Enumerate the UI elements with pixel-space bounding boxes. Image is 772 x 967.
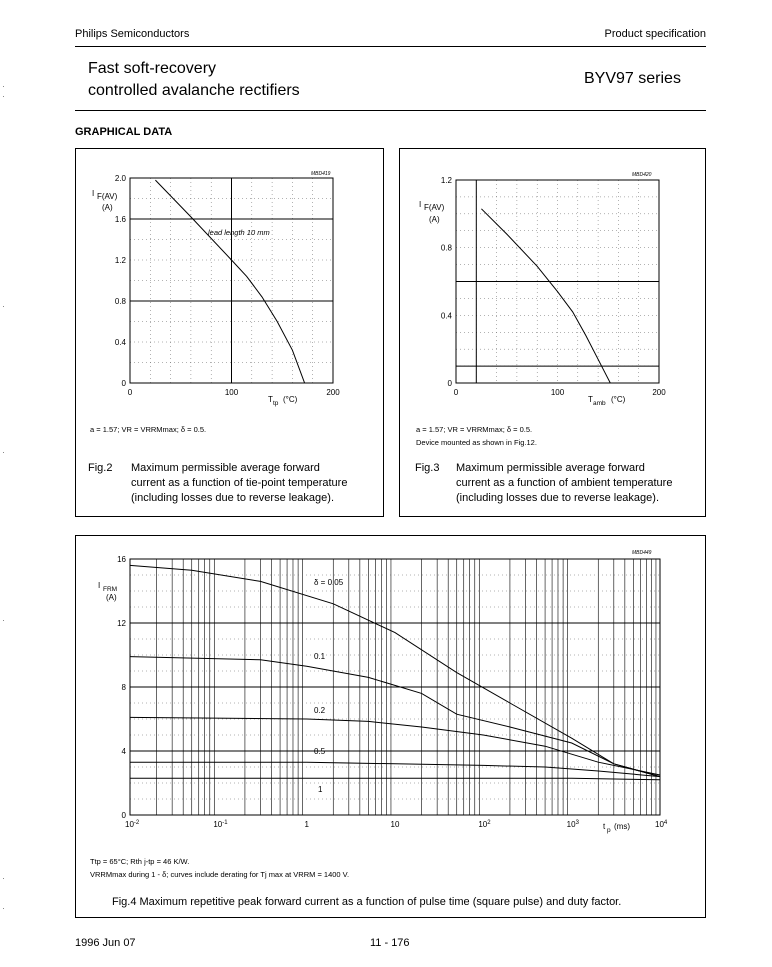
title-rule [75,110,706,111]
y-tick-label: 0.8 [114,297,126,306]
y-tick-label: 0.4 [114,338,126,347]
y-axis-label: I [98,581,101,590]
y-tick-label: 0.4 [440,311,452,321]
x-axis-label: tp [273,400,279,407]
doc-type: Product specification [604,28,706,40]
series-label: 0.5 [314,747,326,756]
y-tick-label: 12 [117,619,126,628]
y-axis-label: I [92,189,95,198]
y-axis-unit: (A) [429,215,440,224]
y-tick-label: 16 [117,555,126,564]
figure-code: MBD449 [632,550,652,556]
series-label: δ = 0.05 [314,578,344,587]
y-axis-label: I [419,200,422,209]
fig3-caption-number: Fig.3 [415,462,440,474]
title-line-1: Fast soft-recovery [88,60,217,77]
figure-code: MBD419 [311,171,331,177]
x-axis-label: t [603,822,606,831]
x-axis-label: T [268,395,273,404]
x-axis-unit: (°C) [283,395,298,404]
header-rule [75,46,706,47]
x-tick-label: $10^2$ [478,820,491,829]
x-axis-unit: (ms) [614,822,630,831]
x-axis-label: p [607,827,611,834]
y-tick-label: 0 [121,811,126,820]
x-axis-unit: (°C) [611,395,626,404]
footer-date: 1996 Jun 07 [75,937,136,949]
fig4-conditions-2: VRRMmax during 1 - δ; curves include derating for Tj max at VRRM = 1400 V. [90,870,350,879]
fig2-chart [76,149,383,409]
x-tick-label: $10^{-1}$ [213,820,228,829]
series-name: BYV97 series [584,70,681,87]
x-tick-label: $10^3$ [566,820,579,829]
y-tick-label: 1.2 [114,256,126,265]
series-label: 0.1 [314,652,326,661]
series-label: 1 [318,785,323,794]
figure-code: MBD420 [632,172,652,178]
fig2-caption-line: Maximum permissible average forward [131,462,320,474]
y-tick-label: 0 [121,379,126,388]
fig3-chart [400,149,705,409]
y-tick-label: 2.0 [114,174,126,183]
fig4-chart [76,536,705,836]
y-tick-label: 0.8 [440,243,452,253]
title-line-2: controlled avalanche rectifiers [88,82,300,99]
x-tick-label: 100 [550,388,565,397]
fig2-caption-line: (including losses due to reverse leakage). [131,492,335,504]
fig4-frame [75,535,706,918]
y-tick-label: 1.2 [440,176,452,185]
fig2-caption-number: Fig.2 [88,462,113,474]
fig3-conditions-2: Device mounted as shown in Fig.12. [416,438,537,447]
x-tick-label: 10 [390,820,400,829]
y-axis-label: FRM [103,586,118,593]
y-tick-label: 1.6 [114,215,126,224]
fig4-caption: Fig.4 Maximum repetitive peak forward current as a function of pulse time (square pulse) and duty factor. [112,896,622,908]
company-name: Philips Semiconductors [75,28,190,40]
fig3-caption-line: current as a function of ambient temperature [456,477,673,489]
fig2-frame [75,148,384,517]
series-annotation: lead length 10 mm [208,228,270,237]
x-tick-label: 0 [127,388,133,397]
x-tick-label: 1 [304,820,309,829]
series-curve [481,209,610,383]
y-tick-label: 0 [447,379,452,388]
x-tick-label: 200 [652,388,666,397]
x-tick-label: $10^4$ [655,820,668,829]
x-tick-label: 200 [326,388,340,397]
fig4-conditions: Ttp = 65°C; Rth j-tp = 46 K/W. [90,857,190,866]
fig3-caption-line: Maximum permissible average forward [456,462,645,474]
y-axis-unit: (A) [106,593,117,602]
fig3-caption-line: (including losses due to reverse leakage). [456,492,660,504]
fig3-conditions: a = 1.57; VR = VRRMmax; δ = 0.5. [416,425,533,434]
y-axis-label: F(AV) [97,192,118,201]
footer-page: 11 - 176 [370,937,410,949]
y-tick-label: 4 [121,747,126,756]
y-tick-label: 8 [121,683,126,692]
fig2-conditions: a = 1.57; VR = VRRMmax; δ = 0.5. [90,425,207,434]
x-axis-label: T [588,395,593,404]
x-tick-label: 100 [224,388,239,397]
x-axis-label: amb [593,400,606,407]
fig3-frame [399,148,706,517]
series-label: 0.2 [314,706,326,715]
x-tick-label: $10^{-2}$ [125,820,140,829]
section-title: GRAPHICAL DATA [75,126,173,138]
y-axis-label: F(AV) [424,203,445,212]
x-tick-label: 0 [453,388,459,397]
series-curve [155,180,304,383]
fig2-caption-line: current as a function of tie-point temperature [131,477,348,489]
y-axis-unit: (A) [102,203,113,212]
